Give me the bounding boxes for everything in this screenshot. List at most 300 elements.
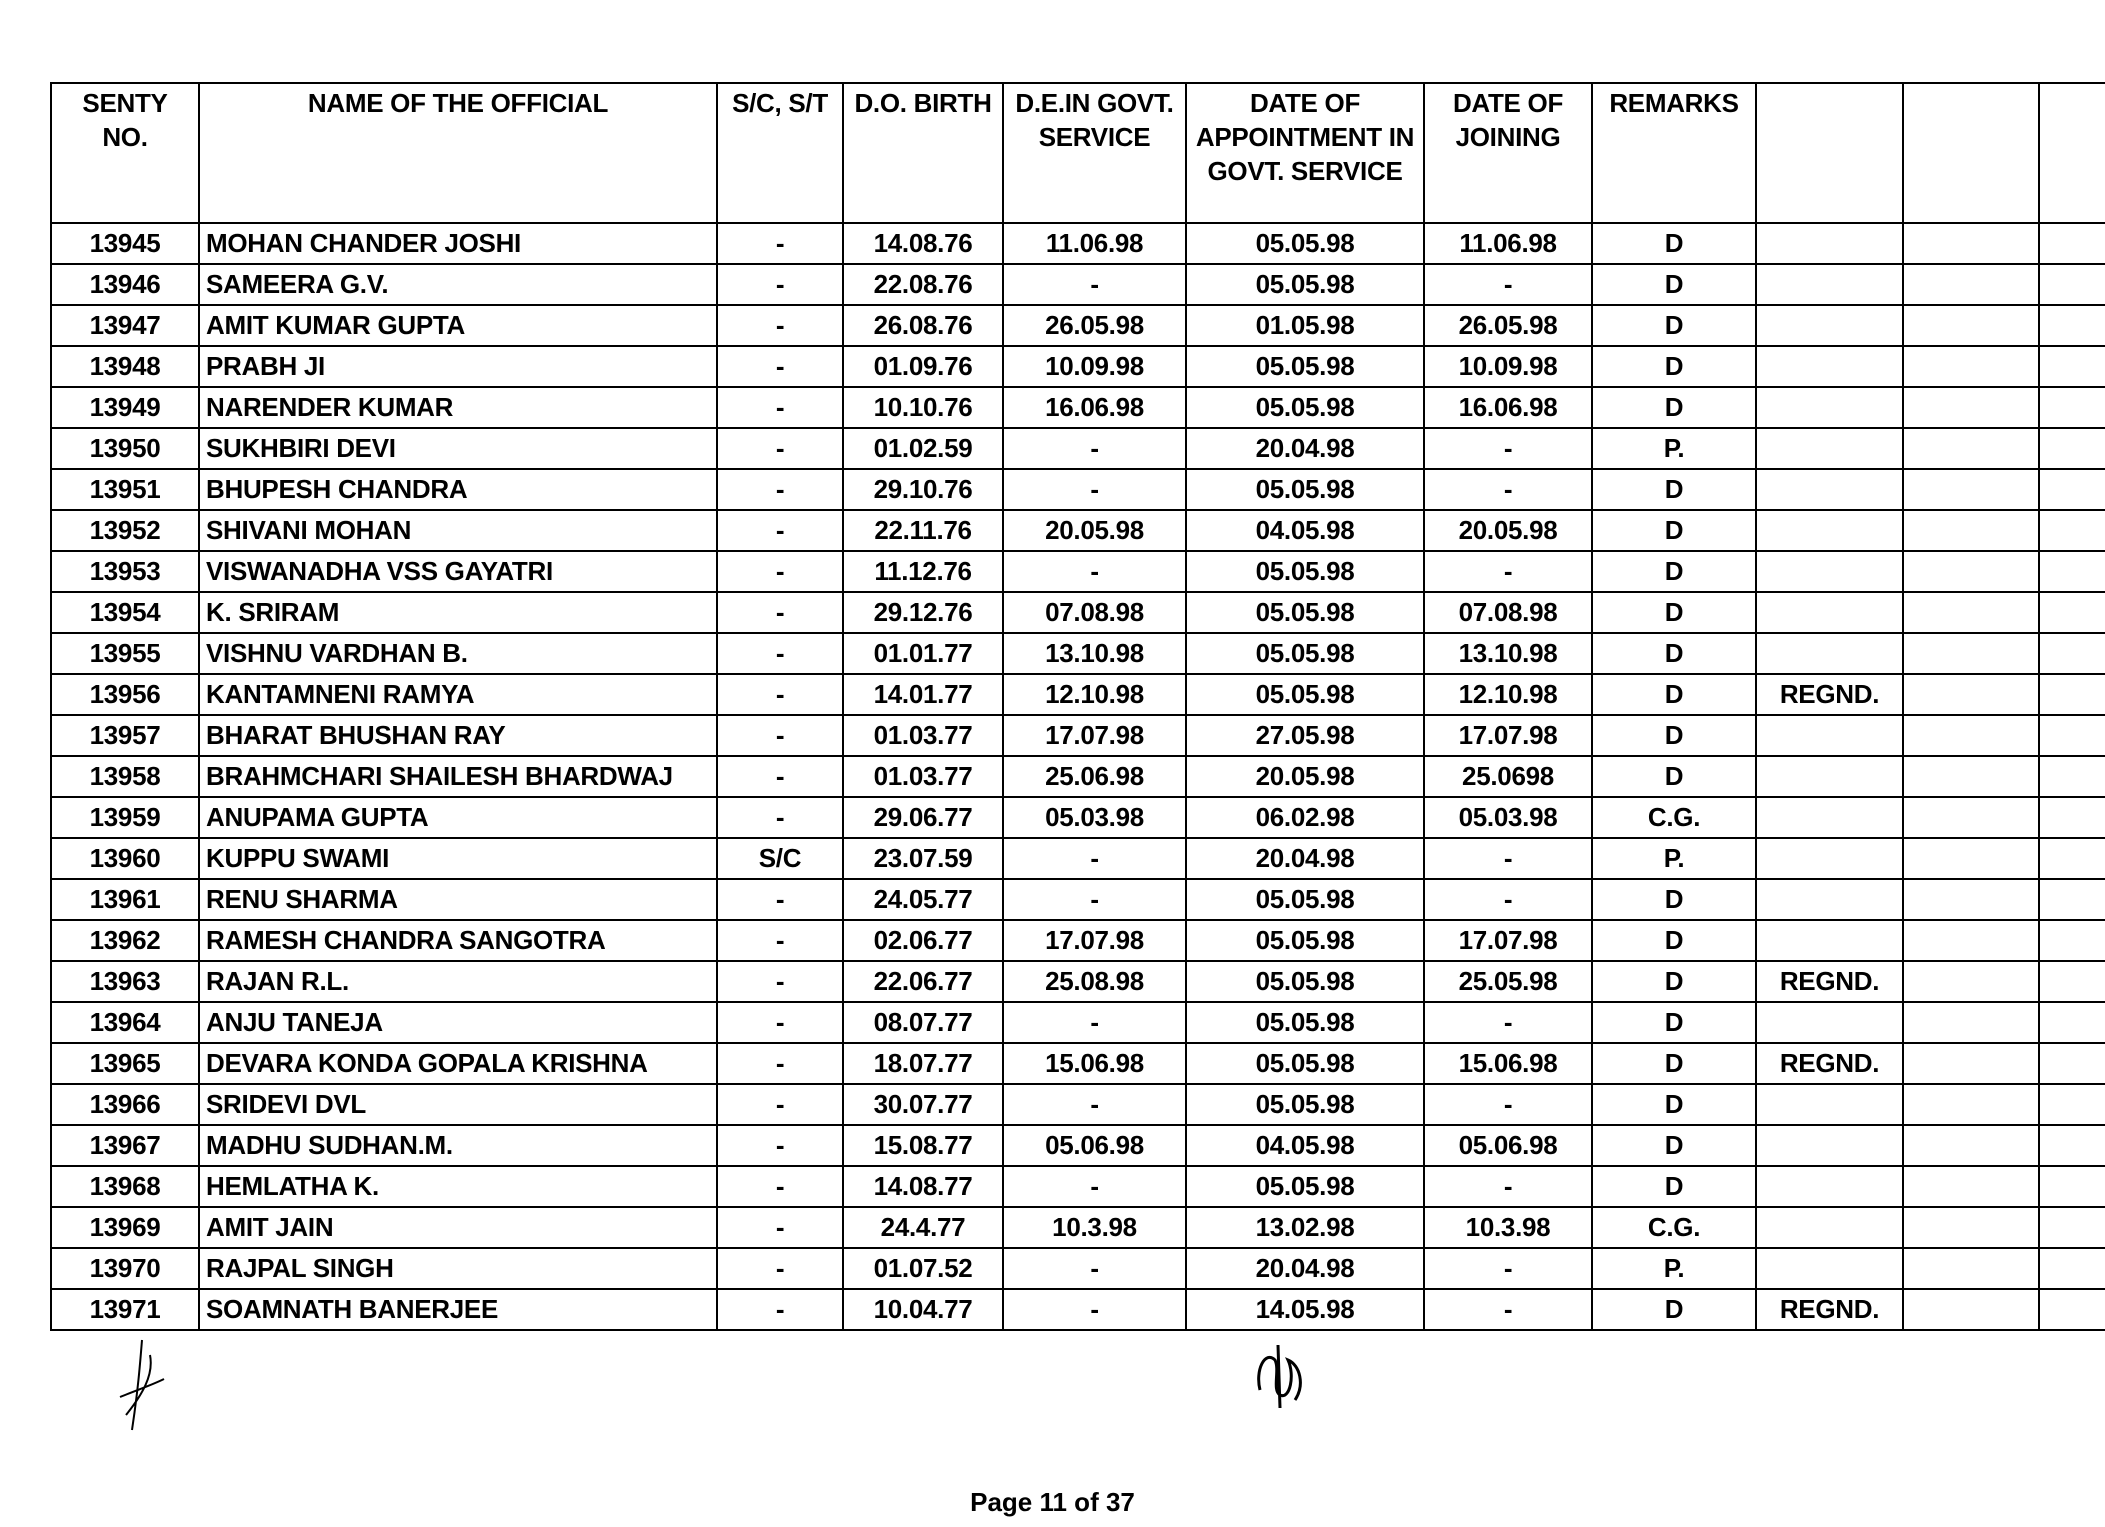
table-row	[51, 756, 2105, 797]
cell-doa: 05.05.98	[1186, 1043, 1424, 1084]
cell-extra-3	[2039, 551, 2105, 592]
cell-extra-3	[2039, 633, 2105, 674]
cell-name: ANUPAMA GUPTA	[199, 797, 717, 838]
table-row	[51, 920, 2105, 961]
cell-name: BHUPESH CHANDRA	[199, 469, 717, 510]
cell-extra-3	[2039, 674, 2105, 715]
cell-dob: 01.03.77	[843, 715, 1003, 756]
cell-name: BRAHMCHARI SHAILESH BHARDWAJ	[199, 756, 717, 797]
cell-senty-no: 13957	[51, 715, 199, 756]
cell-remarks: D	[1592, 1084, 1756, 1125]
cell-sc-st: -	[717, 1084, 843, 1125]
cell-doa: 20.04.98	[1186, 1248, 1424, 1289]
cell-name: VISWANADHA VSS GAYATRI	[199, 551, 717, 592]
cell-extra-2	[1903, 1002, 2039, 1043]
cell-doj: 07.08.98	[1424, 592, 1592, 633]
cell-extra-3	[2039, 223, 2105, 264]
cell-doj: -	[1424, 1166, 1592, 1207]
cell-extra-1	[1756, 1207, 1903, 1248]
cell-de-govt: 16.06.98	[1003, 387, 1186, 428]
cell-name: KUPPU SWAMI	[199, 838, 717, 879]
cell-doj: 10.09.98	[1424, 346, 1592, 387]
cell-sc-st: -	[717, 797, 843, 838]
cell-doj: -	[1424, 1002, 1592, 1043]
header-de-govt: D.E.IN GOVT. SERVICE	[1003, 83, 1186, 223]
cell-extra-1	[1756, 387, 1903, 428]
cell-senty-no: 13959	[51, 797, 199, 838]
cell-extra-2	[1903, 715, 2039, 756]
cell-extra-1	[1756, 510, 1903, 551]
cell-extra-1	[1756, 469, 1903, 510]
table-row	[51, 551, 2105, 592]
cell-de-govt: 17.07.98	[1003, 920, 1186, 961]
cell-extra-3	[2039, 510, 2105, 551]
header-extra-1	[1756, 83, 1903, 223]
cell-doj: 26.05.98	[1424, 305, 1592, 346]
cell-remarks: D	[1592, 961, 1756, 1002]
cell-senty-no: 13953	[51, 551, 199, 592]
cell-remarks: D	[1592, 223, 1756, 264]
cell-extra-1	[1756, 1002, 1903, 1043]
cell-extra-1	[1756, 223, 1903, 264]
table-row	[51, 469, 2105, 510]
cell-extra-2	[1903, 838, 2039, 879]
cell-remarks: P.	[1592, 428, 1756, 469]
cell-doa: 27.05.98	[1186, 715, 1424, 756]
table-row	[51, 305, 2105, 346]
cell-de-govt: 20.05.98	[1003, 510, 1186, 551]
cell-extra-2	[1903, 756, 2039, 797]
cell-name: SUKHBIRI DEVI	[199, 428, 717, 469]
header-name: NAME OF THE OFFICIAL	[199, 83, 717, 223]
cell-de-govt: -	[1003, 838, 1186, 879]
cell-sc-st: -	[717, 223, 843, 264]
cell-sc-st: -	[717, 1002, 843, 1043]
cell-doa: 05.05.98	[1186, 879, 1424, 920]
cell-de-govt: -	[1003, 428, 1186, 469]
cell-extra-2	[1903, 428, 2039, 469]
header-extra-3	[2039, 83, 2105, 223]
cell-extra-3	[2039, 305, 2105, 346]
cell-sc-st: -	[717, 1289, 843, 1330]
cell-extra-1	[1756, 346, 1903, 387]
cell-extra-2	[1903, 961, 2039, 1002]
cell-doj: 20.05.98	[1424, 510, 1592, 551]
cell-remarks: D	[1592, 510, 1756, 551]
table-row	[51, 797, 2105, 838]
table-row	[51, 838, 2105, 879]
cell-de-govt: -	[1003, 469, 1186, 510]
cell-doj: 15.06.98	[1424, 1043, 1592, 1084]
cell-sc-st: -	[717, 674, 843, 715]
cell-extra-1: REGND.	[1756, 674, 1903, 715]
cell-sc-st: -	[717, 961, 843, 1002]
cell-doj: 17.07.98	[1424, 920, 1592, 961]
cell-doa: 20.05.98	[1186, 756, 1424, 797]
cell-doj: 16.06.98	[1424, 387, 1592, 428]
cell-name: BHARAT BHUSHAN RAY	[199, 715, 717, 756]
cell-name: RAMESH CHANDRA SANGOTRA	[199, 920, 717, 961]
cell-remarks: D	[1592, 1002, 1756, 1043]
cell-name: PRABH JI	[199, 346, 717, 387]
cell-doj: -	[1424, 838, 1592, 879]
cell-de-govt: -	[1003, 1289, 1186, 1330]
cell-extra-1	[1756, 305, 1903, 346]
header-extra-2	[1903, 83, 2039, 223]
cell-doa: 01.05.98	[1186, 305, 1424, 346]
cell-dob: 24.4.77	[843, 1207, 1003, 1248]
cell-sc-st: -	[717, 920, 843, 961]
page-number: Page 11 of 37	[970, 1487, 1135, 1517]
cell-extra-1: REGND.	[1756, 961, 1903, 1002]
cell-doj: 11.06.98	[1424, 223, 1592, 264]
cell-extra-1	[1756, 797, 1903, 838]
cell-dob: 01.09.76	[843, 346, 1003, 387]
cell-doj: -	[1424, 469, 1592, 510]
cell-extra-1	[1756, 1125, 1903, 1166]
cell-dob: 14.08.77	[843, 1166, 1003, 1207]
cell-extra-1	[1756, 879, 1903, 920]
cell-extra-3	[2039, 1289, 2105, 1330]
seniority-table	[50, 82, 2105, 1331]
cell-extra-2	[1903, 264, 2039, 305]
cell-senty-no: 13967	[51, 1125, 199, 1166]
cell-doa: 14.05.98	[1186, 1289, 1424, 1330]
signature-right-icon	[1250, 1340, 1310, 1410]
cell-de-govt: -	[1003, 1084, 1186, 1125]
cell-extra-3	[2039, 592, 2105, 633]
cell-doj: -	[1424, 1248, 1592, 1289]
cell-doa: 05.05.98	[1186, 264, 1424, 305]
cell-doj: 25.0698	[1424, 756, 1592, 797]
cell-name: SOAMNATH BANERJEE	[199, 1289, 717, 1330]
cell-de-govt: 11.06.98	[1003, 223, 1186, 264]
cell-de-govt: 13.10.98	[1003, 633, 1186, 674]
cell-extra-2	[1903, 592, 2039, 633]
cell-sc-st: -	[717, 1125, 843, 1166]
cell-doj: -	[1424, 551, 1592, 592]
table-row	[51, 879, 2105, 920]
table-row	[51, 264, 2105, 305]
cell-dob: 11.12.76	[843, 551, 1003, 592]
cell-extra-2	[1903, 346, 2039, 387]
cell-extra-3	[2039, 920, 2105, 961]
cell-senty-no: 13949	[51, 387, 199, 428]
table-row	[51, 1084, 2105, 1125]
cell-remarks: D	[1592, 1043, 1756, 1084]
cell-de-govt: -	[1003, 879, 1186, 920]
cell-extra-2	[1903, 1289, 2039, 1330]
cell-extra-1	[1756, 592, 1903, 633]
cell-senty-no: 13961	[51, 879, 199, 920]
cell-extra-3	[2039, 838, 2105, 879]
cell-remarks: D	[1592, 633, 1756, 674]
cell-doa: 20.04.98	[1186, 838, 1424, 879]
cell-sc-st: -	[717, 633, 843, 674]
cell-dob: 26.08.76	[843, 305, 1003, 346]
cell-dob: 01.07.52	[843, 1248, 1003, 1289]
cell-extra-2	[1903, 469, 2039, 510]
cell-doa: 06.02.98	[1186, 797, 1424, 838]
cell-extra-3	[2039, 346, 2105, 387]
cell-senty-no: 13968	[51, 1166, 199, 1207]
cell-name: AMIT KUMAR GUPTA	[199, 305, 717, 346]
cell-remarks: D	[1592, 592, 1756, 633]
cell-doj: -	[1424, 879, 1592, 920]
cell-sc-st: -	[717, 346, 843, 387]
cell-senty-no: 13947	[51, 305, 199, 346]
cell-doj: -	[1424, 1289, 1592, 1330]
cell-dob: 23.07.59	[843, 838, 1003, 879]
header-row	[51, 83, 2105, 223]
cell-sc-st: -	[717, 469, 843, 510]
cell-name: MOHAN CHANDER JOSHI	[199, 223, 717, 264]
cell-doa: 05.05.98	[1186, 1084, 1424, 1125]
cell-doj: -	[1424, 428, 1592, 469]
cell-name: KANTAMNENI RAMYA	[199, 674, 717, 715]
header-doa: DATE OF APPOINTMENT IN GOVT. SERVICE	[1186, 83, 1424, 223]
cell-dob: 08.07.77	[843, 1002, 1003, 1043]
cell-dob: 10.04.77	[843, 1289, 1003, 1330]
cell-name: AMIT JAIN	[199, 1207, 717, 1248]
cell-senty-no: 13965	[51, 1043, 199, 1084]
cell-extra-3	[2039, 1125, 2105, 1166]
cell-senty-no: 13958	[51, 756, 199, 797]
cell-senty-no: 13963	[51, 961, 199, 1002]
cell-de-govt: -	[1003, 1248, 1186, 1289]
cell-extra-3	[2039, 469, 2105, 510]
cell-dob: 22.06.77	[843, 961, 1003, 1002]
cell-extra-3	[2039, 756, 2105, 797]
cell-remarks: D	[1592, 346, 1756, 387]
cell-doa: 05.05.98	[1186, 633, 1424, 674]
cell-extra-3	[2039, 879, 2105, 920]
cell-dob: 14.08.76	[843, 223, 1003, 264]
cell-senty-no: 13956	[51, 674, 199, 715]
cell-sc-st: -	[717, 592, 843, 633]
header-dob: D.O. BIRTH	[843, 83, 1003, 223]
cell-dob: 18.07.77	[843, 1043, 1003, 1084]
cell-remarks: D	[1592, 879, 1756, 920]
cell-de-govt: 15.06.98	[1003, 1043, 1186, 1084]
table-row	[51, 633, 2105, 674]
cell-sc-st: -	[717, 387, 843, 428]
cell-doa: 05.05.98	[1186, 387, 1424, 428]
cell-extra-1	[1756, 920, 1903, 961]
cell-remarks: D	[1592, 756, 1756, 797]
cell-doa: 13.02.98	[1186, 1207, 1424, 1248]
cell-name: NARENDER KUMAR	[199, 387, 717, 428]
cell-extra-1	[1756, 1166, 1903, 1207]
table-row	[51, 674, 2105, 715]
cell-doj: 25.05.98	[1424, 961, 1592, 1002]
table-row	[51, 592, 2105, 633]
cell-extra-1	[1756, 1248, 1903, 1289]
cell-doa: 05.05.98	[1186, 346, 1424, 387]
cell-extra-1	[1756, 756, 1903, 797]
cell-de-govt: 17.07.98	[1003, 715, 1186, 756]
cell-doa: 05.05.98	[1186, 920, 1424, 961]
cell-doj: 17.07.98	[1424, 715, 1592, 756]
cell-extra-1	[1756, 428, 1903, 469]
cell-extra-2	[1903, 1125, 2039, 1166]
cell-extra-2	[1903, 1207, 2039, 1248]
cell-name: K. SRIRAM	[199, 592, 717, 633]
table-row	[51, 387, 2105, 428]
cell-dob: 02.06.77	[843, 920, 1003, 961]
cell-name: RAJAN R.L.	[199, 961, 717, 1002]
cell-doa: 05.05.98	[1186, 223, 1424, 264]
table-row	[51, 1166, 2105, 1207]
cell-senty-no: 13971	[51, 1289, 199, 1330]
cell-doa: 05.05.98	[1186, 1166, 1424, 1207]
cell-sc-st: -	[717, 1207, 843, 1248]
cell-name: VISHNU VARDHAN B.	[199, 633, 717, 674]
cell-de-govt: 07.08.98	[1003, 592, 1186, 633]
cell-name: RAJPAL SINGH	[199, 1248, 717, 1289]
cell-extra-3	[2039, 1207, 2105, 1248]
cell-extra-1	[1756, 838, 1903, 879]
cell-dob: 29.12.76	[843, 592, 1003, 633]
table-row	[51, 1125, 2105, 1166]
cell-doa: 05.05.98	[1186, 1002, 1424, 1043]
cell-dob: 15.08.77	[843, 1125, 1003, 1166]
cell-senty-no: 13951	[51, 469, 199, 510]
cell-remarks: P.	[1592, 838, 1756, 879]
cell-extra-2	[1903, 305, 2039, 346]
cell-name: SRIDEVI DVL	[199, 1084, 717, 1125]
table-row	[51, 510, 2105, 551]
cell-remarks: D	[1592, 551, 1756, 592]
cell-sc-st: -	[717, 879, 843, 920]
header-remarks: REMARKS	[1592, 83, 1756, 223]
cell-de-govt: 25.06.98	[1003, 756, 1186, 797]
cell-senty-no: 13954	[51, 592, 199, 633]
cell-senty-no: 13945	[51, 223, 199, 264]
cell-de-govt: 10.09.98	[1003, 346, 1186, 387]
cell-doj: -	[1424, 264, 1592, 305]
header-doj: DATE OF JOINING	[1424, 83, 1592, 223]
cell-doa: 05.05.98	[1186, 961, 1424, 1002]
cell-sc-st: -	[717, 305, 843, 346]
cell-extra-2	[1903, 920, 2039, 961]
cell-dob: 01.02.59	[843, 428, 1003, 469]
cell-extra-1	[1756, 1084, 1903, 1125]
cell-name: HEMLATHA K.	[199, 1166, 717, 1207]
cell-de-govt: 05.06.98	[1003, 1125, 1186, 1166]
cell-remarks: D	[1592, 1166, 1756, 1207]
header-senty-no: SENTY NO.	[51, 83, 199, 223]
cell-extra-2	[1903, 633, 2039, 674]
cell-dob: 22.11.76	[843, 510, 1003, 551]
cell-extra-3	[2039, 1002, 2105, 1043]
cell-doa: 04.05.98	[1186, 1125, 1424, 1166]
cell-senty-no: 13950	[51, 428, 199, 469]
table-row	[51, 428, 2105, 469]
cell-remarks: D	[1592, 674, 1756, 715]
cell-name: RENU SHARMA	[199, 879, 717, 920]
cell-senty-no: 13969	[51, 1207, 199, 1248]
cell-doj: 12.10.98	[1424, 674, 1592, 715]
cell-de-govt: 12.10.98	[1003, 674, 1186, 715]
cell-doj: 05.03.98	[1424, 797, 1592, 838]
cell-extra-1	[1756, 264, 1903, 305]
cell-extra-3	[2039, 1043, 2105, 1084]
cell-name: DEVARA KONDA GOPALA KRISHNA	[199, 1043, 717, 1084]
cell-extra-2	[1903, 1166, 2039, 1207]
cell-dob: 29.10.76	[843, 469, 1003, 510]
cell-remarks: D	[1592, 305, 1756, 346]
table-row	[51, 1248, 2105, 1289]
cell-senty-no: 13960	[51, 838, 199, 879]
cell-extra-3	[2039, 715, 2105, 756]
cell-name: SAMEERA G.V.	[199, 264, 717, 305]
cell-extra-2	[1903, 1084, 2039, 1125]
cell-name: MADHU SUDHAN.M.	[199, 1125, 717, 1166]
table-row	[51, 223, 2105, 264]
cell-remarks: D	[1592, 469, 1756, 510]
cell-senty-no: 13962	[51, 920, 199, 961]
cell-doa: 05.05.98	[1186, 592, 1424, 633]
cell-remarks: D	[1592, 1289, 1756, 1330]
cell-extra-3	[2039, 428, 2105, 469]
cell-remarks: P.	[1592, 1248, 1756, 1289]
cell-remarks: D	[1592, 715, 1756, 756]
header-sc-st: S/C, S/T	[717, 83, 843, 223]
cell-de-govt: -	[1003, 1002, 1186, 1043]
cell-extra-2	[1903, 387, 2039, 428]
cell-remarks: D	[1592, 387, 1756, 428]
cell-extra-2	[1903, 797, 2039, 838]
cell-senty-no: 13946	[51, 264, 199, 305]
cell-extra-3	[2039, 1084, 2105, 1125]
cell-extra-3	[2039, 264, 2105, 305]
cell-sc-st: -	[717, 1248, 843, 1289]
cell-dob: 01.01.77	[843, 633, 1003, 674]
cell-sc-st: -	[717, 756, 843, 797]
cell-extra-3	[2039, 961, 2105, 1002]
table-row	[51, 715, 2105, 756]
cell-extra-2	[1903, 223, 2039, 264]
cell-doj: -	[1424, 1084, 1592, 1125]
cell-extra-1	[1756, 551, 1903, 592]
cell-de-govt: 25.08.98	[1003, 961, 1186, 1002]
cell-doa: 05.05.98	[1186, 674, 1424, 715]
cell-sc-st: -	[717, 551, 843, 592]
cell-remarks: D	[1592, 920, 1756, 961]
cell-dob: 01.03.77	[843, 756, 1003, 797]
cell-de-govt: 05.03.98	[1003, 797, 1186, 838]
cell-extra-1	[1756, 633, 1903, 674]
cell-de-govt: -	[1003, 1166, 1186, 1207]
cell-senty-no: 13948	[51, 346, 199, 387]
cell-extra-2	[1903, 510, 2039, 551]
cell-de-govt: -	[1003, 551, 1186, 592]
cell-dob: 10.10.76	[843, 387, 1003, 428]
cell-name: SHIVANI MOHAN	[199, 510, 717, 551]
cell-senty-no: 13964	[51, 1002, 199, 1043]
cell-senty-no: 13970	[51, 1248, 199, 1289]
cell-extra-2	[1903, 1043, 2039, 1084]
cell-senty-no: 13966	[51, 1084, 199, 1125]
cell-dob: 22.08.76	[843, 264, 1003, 305]
cell-doj: 10.3.98	[1424, 1207, 1592, 1248]
cell-senty-no: 13955	[51, 633, 199, 674]
cell-remarks: C.G.	[1592, 797, 1756, 838]
cell-doj: 05.06.98	[1424, 1125, 1592, 1166]
cell-doj: 13.10.98	[1424, 633, 1592, 674]
cell-dob: 30.07.77	[843, 1084, 1003, 1125]
